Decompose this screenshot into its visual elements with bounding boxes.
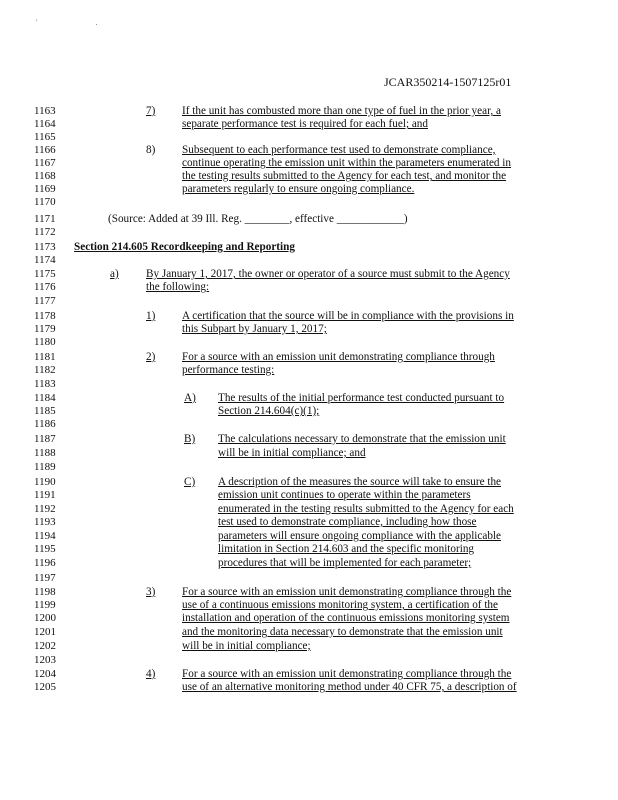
line-number: 1173 [34, 241, 56, 253]
line-number: 1191 [34, 489, 56, 501]
line-number: 1188 [34, 447, 56, 459]
item-C-text: parameters will ensure ongoing compliance with the applicable [218, 530, 502, 542]
item-A-text: Section 214.604(c)(1); [218, 405, 320, 417]
line-number: 1174 [34, 254, 56, 266]
line-number: 1184 [34, 392, 56, 404]
item-1-number: 1) [146, 310, 156, 322]
line-number: 1203 [34, 654, 56, 666]
line-number: 1170 [34, 196, 56, 208]
item-7-text: separate performance test is required for each fuel; and [182, 118, 428, 130]
item-B-text: will be in initial compliance; and [218, 447, 366, 459]
item-3-text: For a source with an emission unit demonstrating compliance through the [182, 586, 512, 598]
line-number: 1196 [34, 557, 56, 569]
item-8-text: Subsequent to each performance test used to demonstrate compliance, [182, 144, 496, 156]
item-3-text: will be in initial compliance; [182, 640, 311, 652]
line-number: 1177 [34, 295, 56, 307]
item-1-text: this Subpart by January 1, 2017; [182, 323, 327, 335]
line-number: 1166 [34, 144, 56, 156]
line-number: 1194 [34, 530, 56, 542]
item-1-text: A certification that the source will be in compliance with the provisions in [182, 310, 514, 322]
item-2-text: For a source with an emission unit demonstrating compliance through [182, 351, 495, 363]
item-7-number: 7) [146, 105, 156, 117]
line-number: 1167 [34, 157, 56, 169]
line-number: 1178 [34, 310, 56, 322]
item-3-text: and the monitoring data necessary to demonstrate that the emission unit [182, 626, 503, 638]
subsection-a-number: a) [110, 268, 119, 280]
line-number: 1183 [34, 378, 56, 390]
item-8-text: continue operating the emission unit within the parameters enumerated in [182, 157, 512, 169]
line-number: 1197 [34, 572, 56, 584]
line-number: 1200 [34, 612, 56, 624]
item-8-text: the testing results submitted to the Agency for each test, and monitor the [182, 170, 507, 182]
section-heading: Section 214.605 Recordkeeping and Reporting [74, 241, 295, 253]
item-C-text: A description of the measures the source will take to ensure the [218, 476, 502, 488]
item-3-number: 3) [146, 586, 156, 598]
line-number: 1205 [34, 681, 56, 693]
line-number: 1182 [34, 364, 56, 376]
document-id: JCAR350214-1507125r01 [384, 75, 512, 89]
line-number: 1180 [34, 336, 56, 348]
line-number: 1163 [34, 105, 56, 117]
line-number: 1164 [34, 118, 56, 130]
subsection-a-text: the following: [146, 281, 210, 293]
item-B-number: B) [184, 433, 196, 445]
item-C-number: C) [184, 476, 196, 488]
item-2-number: 2) [146, 351, 156, 363]
item-8-number: 8) [146, 144, 156, 156]
item-A-text: The results of the initial performance test conducted pursuant to [218, 392, 505, 404]
line-number: 1165 [34, 131, 56, 143]
line-number: 1185 [34, 405, 56, 417]
line-number: 1171 [34, 213, 56, 225]
subsection-a-text: By January 1, 2017, the owner or operator of a source must submit to the Agency [146, 268, 510, 280]
item-4-number: 4) [146, 668, 156, 680]
line-number: 1201 [34, 626, 56, 638]
item-A-number: A) [184, 392, 196, 404]
source-note: (Source: Added at 39 Ill. Reg. ________, effective ____________) [108, 213, 408, 225]
line-number: 1181 [34, 351, 56, 363]
line-number: 1187 [34, 433, 56, 445]
item-C-text: test used to demonstrate compliance, including how those [218, 516, 477, 528]
line-number: 1176 [34, 281, 56, 293]
line-number: 1190 [34, 476, 56, 488]
item-C-text: enumerated in the testing results submitted to the Agency for each [218, 503, 514, 515]
line-number: 1204 [34, 668, 56, 680]
item-B-text: The calculations necessary to demonstrate that the emission unit [218, 433, 506, 445]
line-number: 1186 [34, 418, 56, 430]
line-number: 1202 [34, 640, 56, 652]
item-3-text: installation and operation of the continuous emissions monitoring system [182, 612, 510, 624]
item-C-text: procedures that will be implemented for each parameter; [218, 557, 472, 569]
line-number: 1193 [34, 516, 56, 528]
line-number: 1172 [34, 226, 56, 238]
scan-marks: ' . [36, 18, 126, 27]
line-number: 1199 [34, 599, 56, 611]
line-number: 1179 [34, 323, 56, 335]
item-4-text: use of an alternative monitoring method under 40 CFR 75, a description of [182, 681, 517, 693]
item-4-text: For a source with an emission unit demonstrating compliance through the [182, 668, 512, 680]
line-number: 1189 [34, 461, 56, 473]
line-number: 1195 [34, 543, 56, 555]
line-number: 1198 [34, 586, 56, 598]
item-C-text: limitation in Section 214.603 and the specific monitoring [218, 543, 475, 555]
line-number: 1175 [34, 268, 56, 280]
line-number: 1169 [34, 183, 56, 195]
item-3-text: use of a continuous emissions monitoring system, a certification of the [182, 599, 498, 611]
item-8-text: parameters regularly to ensure ongoing compliance. [182, 183, 415, 195]
item-2-text: performance testing: [182, 364, 275, 376]
line-number: 1192 [34, 503, 56, 515]
item-C-text: emission unit continues to operate within the parameters [218, 489, 471, 501]
item-7-text: If the unit has combusted more than one type of fuel in the prior year, a [182, 105, 501, 117]
line-number: 1168 [34, 170, 56, 182]
